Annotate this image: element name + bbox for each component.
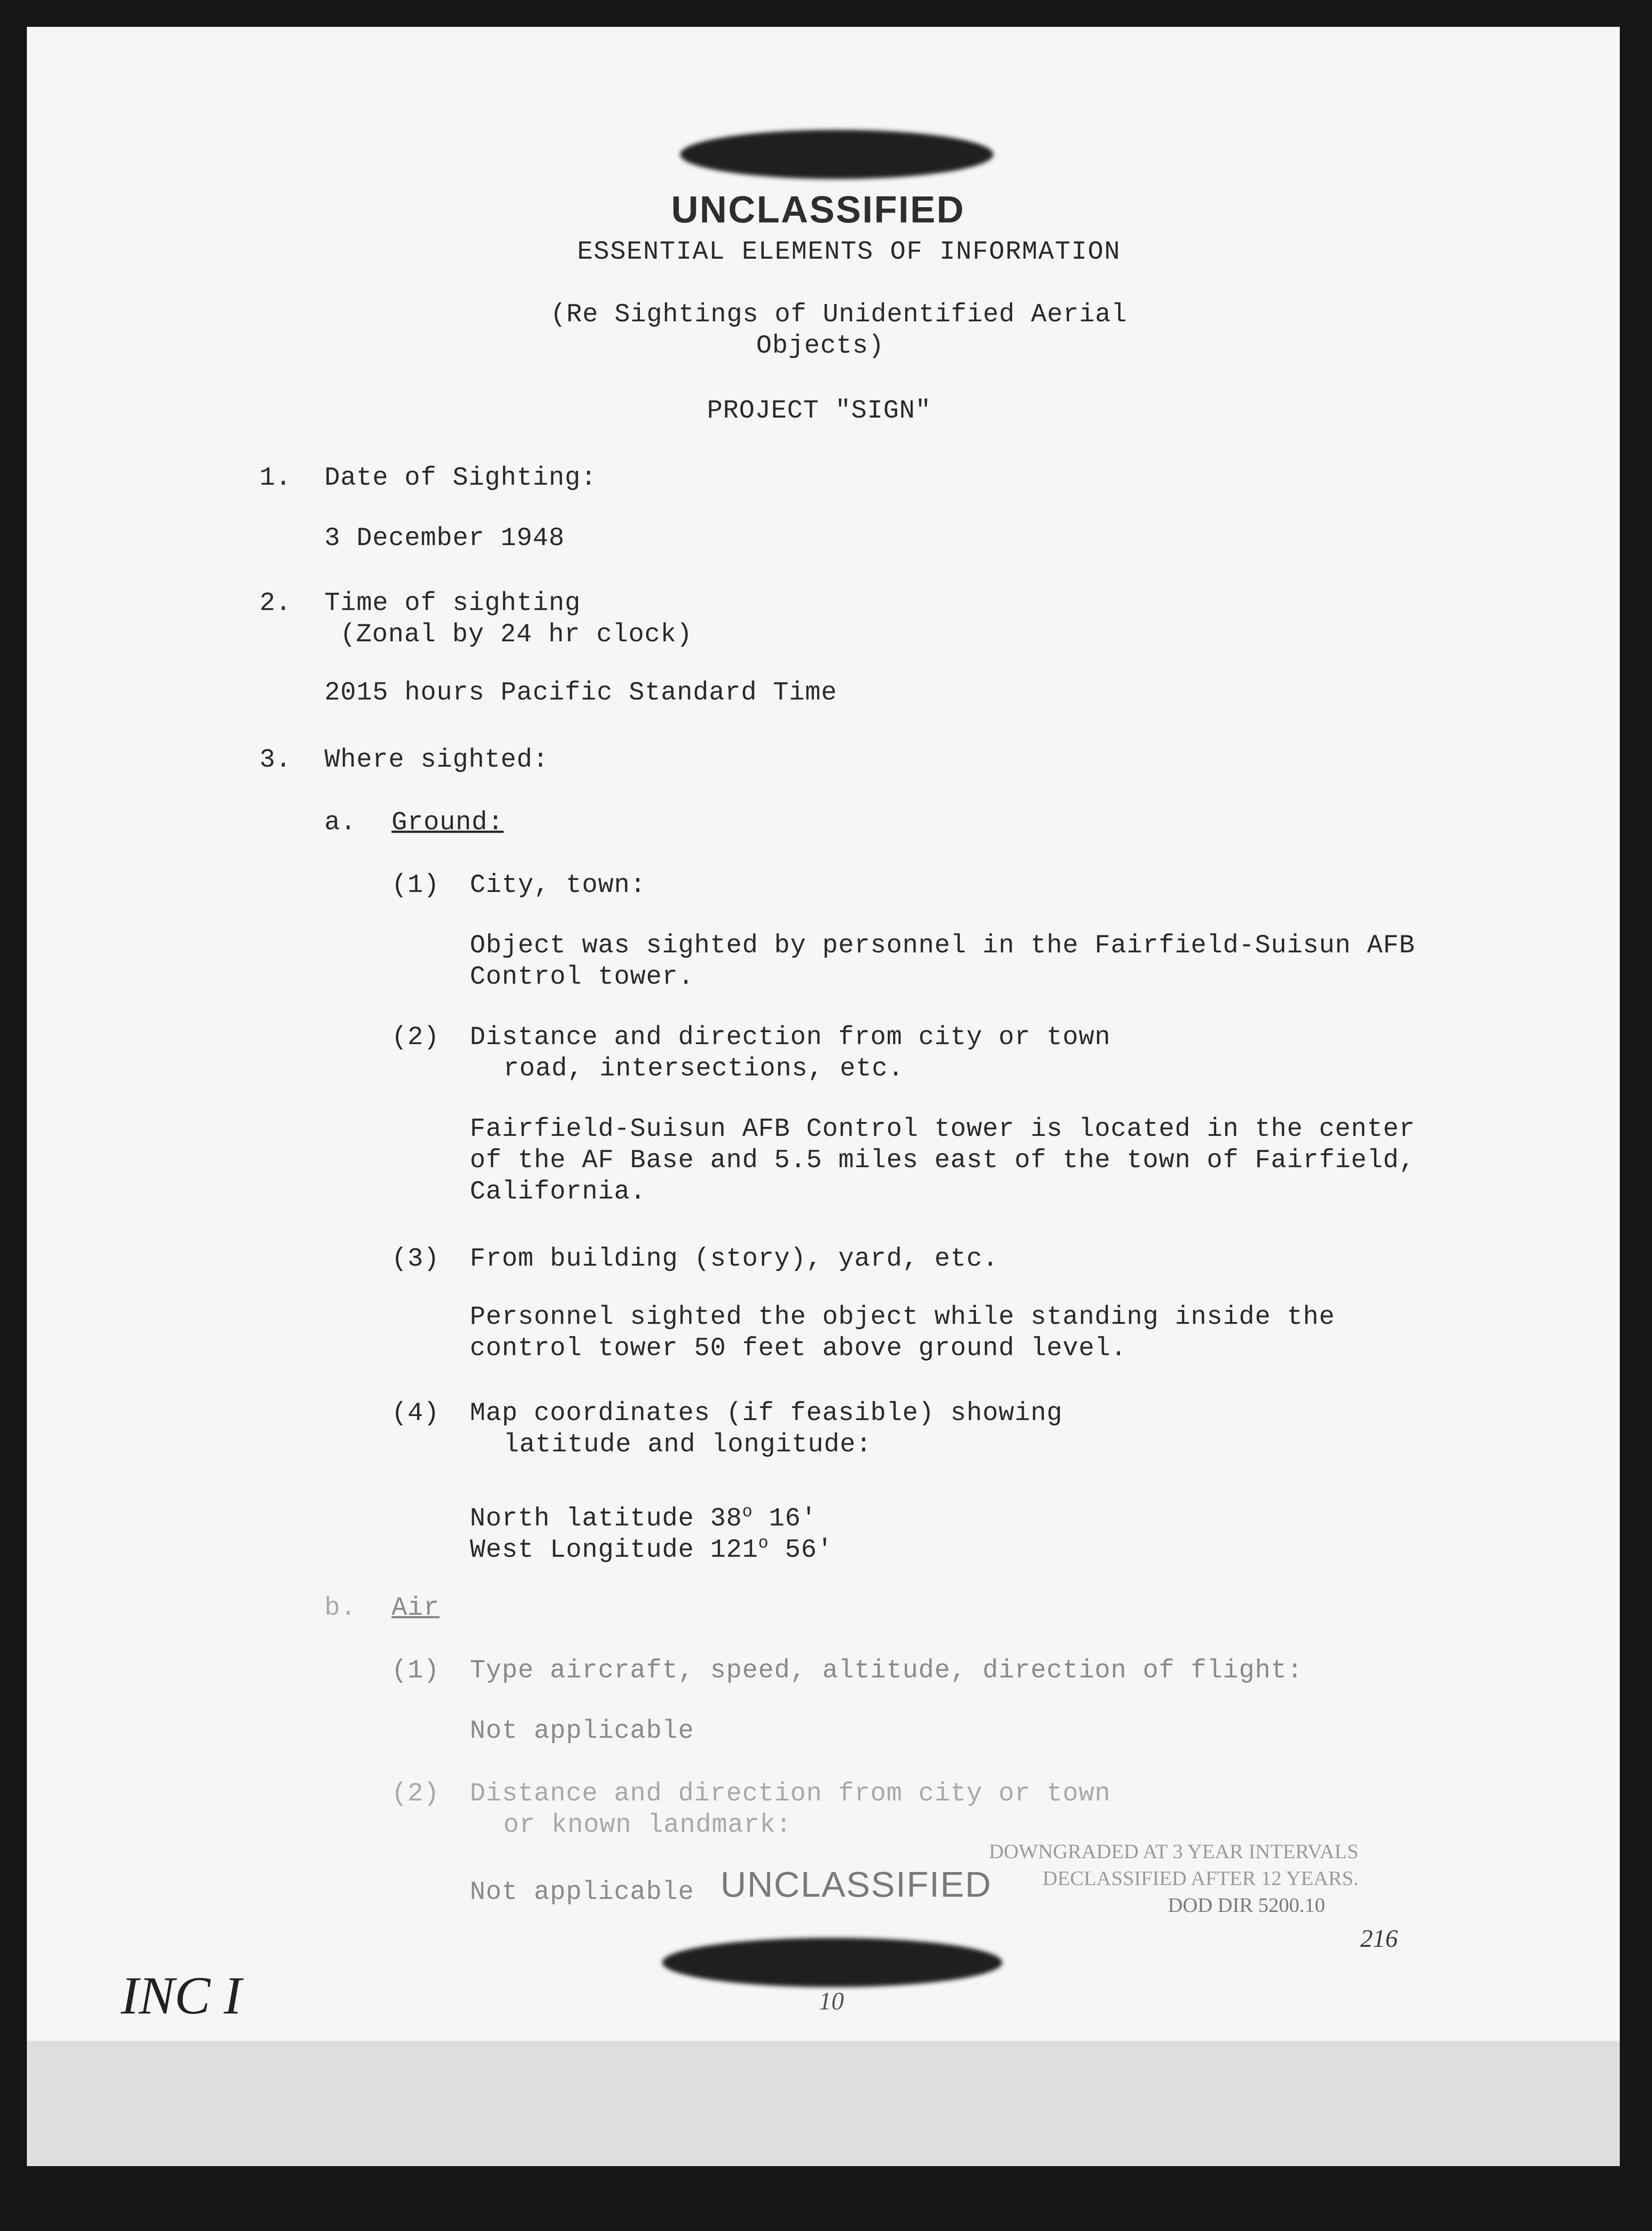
- longitude-degree-mark: o: [758, 1534, 769, 1553]
- latitude-prefix: North latitude 38: [470, 1504, 742, 1534]
- section-letter-b: b.: [324, 1594, 357, 1623]
- sub-label-distance-line2: road, intersections, etc.: [503, 1054, 904, 1084]
- answer-time: 2015 hours Pacific Standard Time: [324, 678, 837, 708]
- sub-number-2: (2): [392, 1023, 440, 1052]
- project-name: PROJECT "SIGN": [707, 397, 932, 426]
- handwritten-note: INC I: [121, 1966, 242, 2025]
- page-number-mark: 216: [1360, 1925, 1398, 1953]
- sub-label-building: From building (story), yard, etc.: [470, 1245, 999, 1274]
- document-subtitle-line1: (Re Sightings of Unidentified Aerial: [550, 300, 1128, 329]
- classification-stamp-bottom: UNCLASSIFIED: [720, 1864, 992, 1904]
- answer-building-line2: control tower 50 feet above ground level.: [470, 1334, 1127, 1363]
- question-time-line2: (Zonal by 24 hr clock): [340, 620, 693, 649]
- answer-city-line1: Object was sighted by personnel in the Fairfield-Suisun AFB: [470, 931, 1415, 960]
- answer-building-line1: Personnel sighted the object while standing inside the: [470, 1303, 1335, 1332]
- latitude-minutes: 16': [753, 1504, 817, 1534]
- answer-date-of-sighting: 3 December 1948: [324, 524, 565, 553]
- air-answer-distance: Not applicable: [470, 1878, 694, 1907]
- sub-number-4: (4): [392, 1399, 440, 1428]
- downgrade-stamp-line3: DOD DIR 5200.10: [1168, 1894, 1325, 1916]
- sub-number-1: (1): [392, 871, 440, 900]
- question-time-line1: Time of sighting: [324, 589, 581, 618]
- answer-distance-line3: California.: [470, 1177, 646, 1207]
- item-number-2: 2.: [260, 589, 292, 618]
- answer-city-line2: Control tower.: [470, 963, 694, 992]
- longitude-minutes: 56': [769, 1536, 833, 1565]
- redaction-bar-top: [680, 130, 993, 179]
- downgrade-stamp-line1: DOWNGRADED AT 3 YEAR INTERVALS: [989, 1840, 1359, 1863]
- item-number-3: 3.: [260, 746, 292, 775]
- question-where-sighted: Where sighted:: [324, 746, 549, 775]
- air-sub-label-aircraft: Type aircraft, speed, altitude, direction of flight:: [470, 1656, 1303, 1685]
- longitude-prefix: West Longitude 121: [470, 1536, 758, 1565]
- downgrade-stamp-line2: DECLASSIFIED AFTER 12 YEARS.: [1043, 1867, 1359, 1890]
- latitude-degree-mark: o: [742, 1502, 753, 1522]
- page-shadow: [27, 2041, 1620, 2166]
- air-answer-aircraft: Not applicable: [470, 1717, 694, 1746]
- document-title: ESSENTIAL ELEMENTS OF INFORMATION: [577, 238, 1121, 267]
- sub-label-city-town: City, town:: [470, 871, 646, 900]
- air-sub-number-1: (1): [392, 1656, 440, 1685]
- air-sub-label-distance-line2: or known landmark:: [503, 1811, 792, 1840]
- answer-distance-line2: of the AF Base and 5.5 miles east of the town of Fairfield,: [470, 1146, 1415, 1175]
- answer-distance-line1: Fairfield-Suisun AFB Control tower is located in the center: [470, 1115, 1415, 1144]
- air-sub-label-distance-line1: Distance and direction from city or town: [470, 1779, 1111, 1809]
- air-sub-number-2: (2): [392, 1779, 440, 1809]
- sub-label-distance-line1: Distance and direction from city or town: [470, 1023, 1111, 1052]
- page-mark: 10: [819, 1988, 844, 2015]
- sub-label-coordinates-line2: latitude and longitude:: [503, 1430, 872, 1459]
- sub-label-coordinates-line1: Map coordinates (if feasible) showing: [470, 1399, 1063, 1428]
- redaction-bar-bottom: [662, 1938, 1002, 1987]
- section-heading-air: Air: [392, 1594, 440, 1623]
- question-date-of-sighting: Date of Sighting:: [324, 464, 597, 493]
- item-number-1: 1.: [260, 464, 292, 493]
- classification-stamp-top: UNCLASSIFIED: [671, 188, 965, 230]
- answer-longitude: [470, 1528, 833, 1566]
- sub-number-3: (3): [392, 1245, 440, 1274]
- section-heading-ground: Ground:: [392, 808, 504, 837]
- section-letter-a: a.: [324, 808, 357, 837]
- document-subtitle-line2: Objects): [756, 332, 885, 361]
